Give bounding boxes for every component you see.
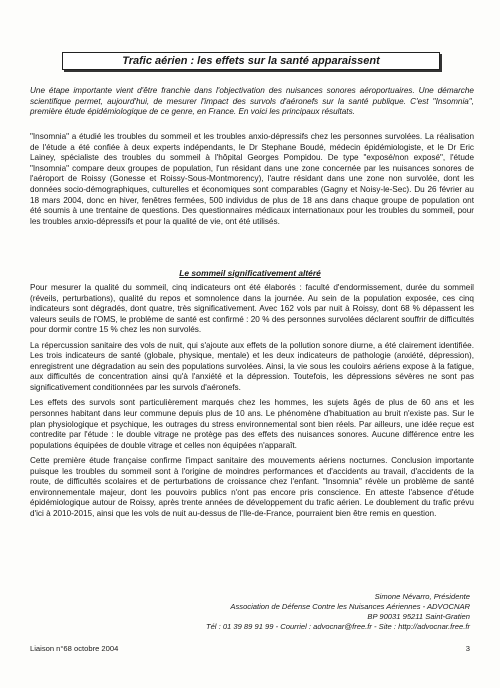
article-section-1 [30, 132, 474, 227]
intro-text [30, 86, 474, 118]
paragraph: Pour mesurer la qualité du sommeil, cinq indicateurs ont été élaborés : faculté d'endormissement, durée du sommeil (réveils, perturbations), qualité du repos et somnolence dans la journée. Au sein de la population exposée, ces cinq indicateurs sont dégradés, dont quatre, très significativement. Avec 162 vols par nuit à Roissy, dont 68 % dépassent les valeurs seuils de l'OMS, le problème de santé est confirmé : 20 % des personnes survolées déclarent souffrir de difficultés pour dormir contre 15 % chez les non survolés. [30, 283, 474, 335]
section-heading: Le sommeil significativement altéré [179, 268, 321, 278]
page-title: Trafic aérien : les effets sur la santé apparaissent [62, 52, 440, 70]
paragraph: Les effets des survols sont particulièrement marqués chez les hommes, les sujets âgés de plus de 60 ans et les personnes habitant dans leur commune depuis plus de 10 ans. Le phénomène d'habituation au bruit n'existe pas. Sur le plan physiologique et psychique, les outrages du stress environnemental sont bien réels. Par ailleurs, une idée reçue est contredite par l'étude : le double vitrage ne protège pas des effets des nuisances sonores. Aucune différence entre les populations équipées de double vitrage et celles non équipées n'apparaît. [30, 398, 474, 450]
article-section-2 [30, 283, 474, 524]
intro-paragraph: Une étape importante vient d'être franchie dans l'objectivation des nuisances sonores aéroportuaires. Une démarche scientifique permet, aujourd'hui, de mesurer l'impact des survols d'aéronefs sur la santé publique. C'est "Insomnia", première étude épidémiologique de ce genre, en France. En voici les principaux résultats. [30, 86, 474, 116]
paragraph: Cette première étude française confirme l'impact sanitaire des mouvements aériens nocturnes. Conclusion importante puisque les troubles du sommeil sont à l'origine de moindres performances et d'accidents au travail, d'accidents de la route, de difficultés scolaires et de perturbations de croissance chez l'enfant. "Insomnia" révèle un problème de santé environnementale majeur, dont les pouvoirs publics n'ont pas encore pris conscience. En atteste l'absence d'étude épidémiologique autour de Roissy, après trente années de développement du trafic aérien. Le doublement du trafic prévu d'ici à 2010-2015, ainsi que les vols de nuit au-dessus de l'Ile-de-France, pourraient bien être remis en question. [30, 456, 474, 518]
contact-info: Tél : 01 39 89 91 99 - Courriel : advocnar@free.fr - Site : http://advocnar.free.fr [205, 622, 470, 631]
signature-block [110, 592, 470, 632]
paragraph: La répercussion sanitaire des vols de nuit, qui s'ajoute aux effets de la pollution sonore diurne, a été clairement identifiée. Les trois indicateurs de santé (globale, physique, mentale) et les deux indicateurs de pathologie (anxiété, dépression), enregistrent une dégradation au sein des populations survolées. Ainsi, la vie sous les couloirs aériens expose à la fatigue, aux difficultés de concentration ainsi qu'à l'anxiété et la dépression. Toutefois, les dépressions sévères ne sont pas significativement conditionnées par les survols d'aéronefs. [30, 340, 474, 392]
page-number: 3 [465, 644, 470, 653]
paragraph: "Insomnia" a étudié les troubles du sommeil et les troubles anxio-dépressifs chez les personnes survolées. La réalisation de l'étude a été confiée à deux experts indépendants, le Dr Stephane Boudé, médecin épidémiologiste, et le Dr Eric Lainey, spécialiste des troubles du sommeil à l'hôpital Georges Pompidou. De type "exposé/non exposé", l'étude "Insomnia" compare deux groupes de population, l'un résidant dans une zone concernée par les nuisances sonores de l'aéroport de Roissy (Gonesse et Roissy-Sous-Montmorency), l'autre résidant dans une zone non survolée, dont les données socio-démographiques, culturelles et économiques sont comparables (Gagny et Noisy-le-Sec). Du 26 février au 18 mars 2004, donc en hiver, fenêtres fermées, 500 individus de plus de 18 ans dans chaque groupe de population ont été soumis à une trentaine de questions. Des questionnaires médicaux internationaux pour les troubles du sommeil, pour les troubles anxio-dépressifs et pour la qualité de vie, ont été utilisés. [30, 132, 474, 226]
signatory-name: Simone Névarro, Présidente [374, 592, 470, 601]
postal-address: BP 90031 95211 Saint-Gratien [367, 612, 470, 621]
issue-label: Liaison n°68 octobre 2004 [30, 644, 119, 653]
organization-name: Association de Défense Contre les Nuisances Aériennes - ADVOCNAR [230, 602, 470, 611]
